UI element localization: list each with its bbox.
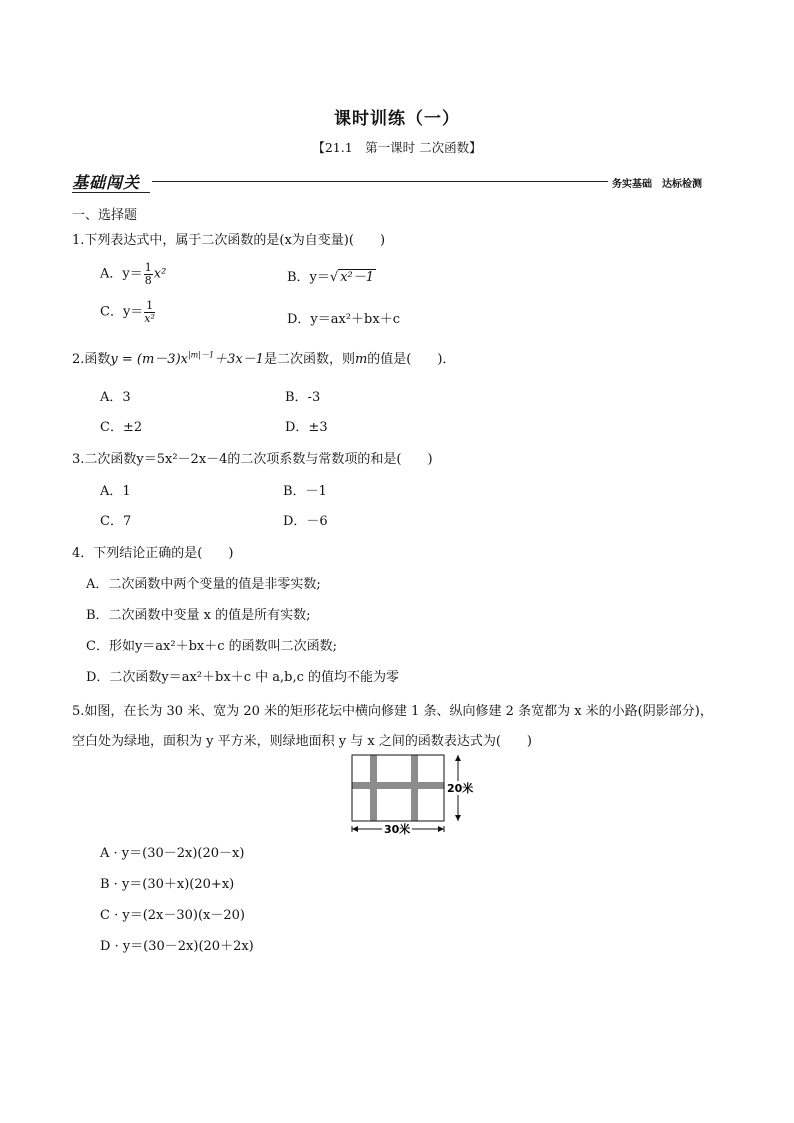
q1-option-a-denominator: 8 (144, 273, 152, 287)
vertical-path-right (411, 755, 418, 821)
q1-option-d: D．y＝ax²＋bx＋c (287, 312, 400, 327)
width-arrow-right (438, 826, 444, 832)
q4-option-b: B．二次函数中变量 x 的值是所有实数; (86, 608, 311, 623)
lesson-subtitle: 【21.1 第一课时 二次函数】 (312, 140, 482, 155)
q3-option-a: A．1 (100, 484, 131, 499)
q1-option-a (100, 262, 166, 286)
q1-stem: 1.下列表达式中，属于二次函数的是(x为自变量)( ) (72, 233, 386, 248)
part-heading: 一、选择题 (72, 208, 138, 223)
q1-option-a-label: A．y＝ (100, 266, 143, 282)
q2-formula: y = (m－3)x (110, 352, 188, 367)
q1-option-c-numerator: 1 (146, 299, 154, 312)
q1-option-a-numerator: 1 (144, 261, 152, 274)
height-label: 20米 (447, 782, 474, 795)
q5-option-b: B · y＝(30＋x)(20+x) (100, 877, 235, 892)
q3-stem: 3.二次函数y＝5x²－2x－4的二次项系数与常数项的和是( ) (72, 452, 433, 467)
horizontal-path (352, 782, 444, 789)
q5-stem-line2: 空白处为绿地，面积为 y 平方米，则绿地面积 y 与 x 之间的函数表达式为( ) (72, 734, 532, 749)
section-label: 基础闯关 (72, 173, 141, 192)
q1-option-a-tail: x² (153, 266, 167, 282)
q3-option-d: D．－6 (283, 514, 328, 529)
q1-option-a-fraction (144, 262, 153, 286)
height-arrow-top (455, 755, 461, 761)
q1-option-c (100, 300, 156, 324)
section-label-underline (72, 192, 150, 193)
q5-garden-figure (344, 752, 476, 836)
q5-option-d: D · y＝(30－2x)(20＋2x) (100, 939, 254, 954)
q2-exponent: |m|－1 (187, 350, 215, 360)
q2-stem-b: 是二次函数，则 (263, 352, 355, 367)
q4-stem: 4．下列结论正确的是( ) (72, 546, 234, 561)
q3-option-c: C．7 (100, 514, 132, 529)
q1-option-b-radicand: x²－1 (340, 270, 375, 285)
q2-option-c: C．±2 (100, 420, 143, 435)
q4-option-c: C．形如y＝ax²＋bx＋c 的函数叫二次函数; (86, 639, 338, 654)
q5-stem-line1: 5.如图，在长为 30 米、宽为 20 米的矩形花坛中横向修建 1 条、纵向修建 2 条宽都为 x 米的小路(阴影部分)， (72, 704, 713, 719)
q4-option-a: A．二次函数中两个变量的值是非零实数; (86, 577, 321, 592)
q2-option-a: A．3 (100, 390, 131, 405)
q1-option-c-denominator: x² (144, 311, 155, 325)
q2-stem-c: 的值是( )． (367, 352, 456, 367)
q2-var-m: m (354, 352, 368, 367)
q2-formula-tail: ＋3x－1 (214, 352, 264, 367)
q5-option-a: A · y＝(30－2x)(20－x) (100, 846, 245, 861)
q1-option-c-fraction (144, 300, 155, 324)
q2-stem-a: 2.函数 (72, 352, 111, 367)
width-label: 30米 (384, 823, 411, 836)
q2-option-b: B．-3 (285, 390, 321, 405)
section-divider (152, 181, 608, 182)
q3-option-b: B．－1 (283, 484, 327, 499)
width-arrow-left (352, 826, 358, 832)
vertical-path-left (370, 755, 377, 821)
q5-option-c: C · y＝(2x－30)(x－20) (100, 908, 245, 923)
height-arrow-bottom (455, 815, 461, 821)
q2-stem (72, 348, 455, 367)
page-title: 课时训练（一） (334, 109, 460, 129)
q1-option-c-label: C．y＝ (100, 304, 144, 320)
section-tagline: 务实基础 达标检测 (612, 179, 702, 190)
q4-option-d: D．二次函数y＝ax²＋bx＋c 中 a,b,c 的值均不能为零 (86, 670, 400, 685)
q1-option-b (287, 266, 376, 285)
q2-option-d: D．±3 (285, 420, 328, 435)
q1-option-b-label: B．y＝√ (287, 270, 339, 285)
